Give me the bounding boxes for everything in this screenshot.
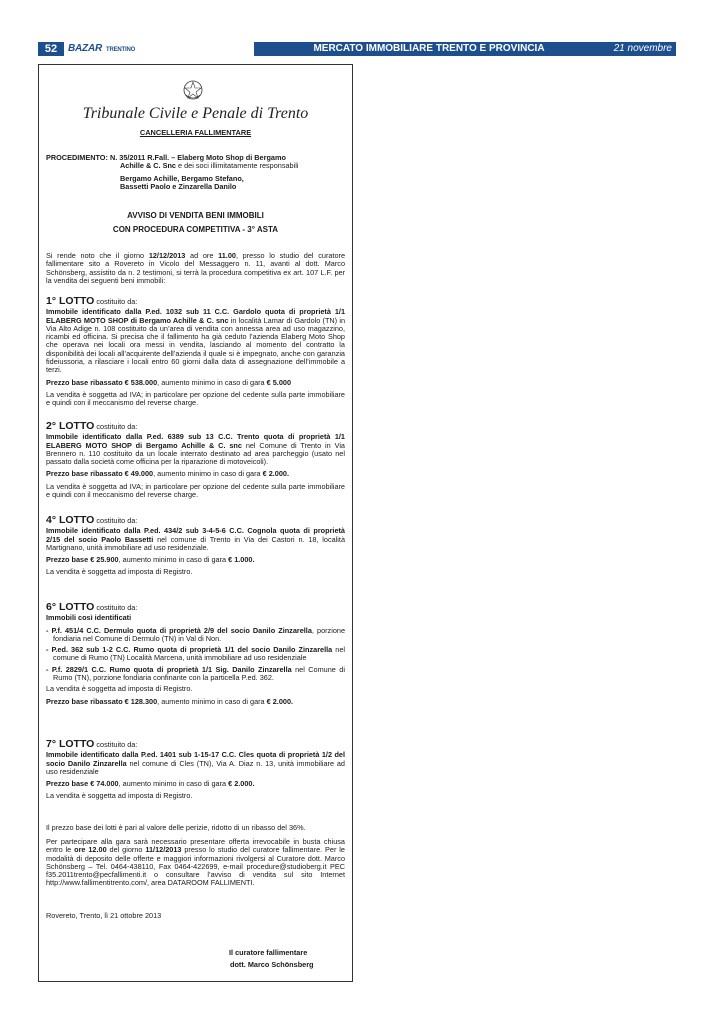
soci-line-2: Bassetti Paolo e Zinzarella Danilo: [120, 181, 237, 191]
legal-notice: [38, 64, 353, 982]
intro-a: Si rende noto che il giorno: [46, 251, 149, 260]
department-title: CANCELLERIA FALLIMENTARE: [139, 128, 252, 137]
lotto-2-title: 2° LOTTO: [46, 420, 95, 432]
lotto-2-price: Prezzo base ribassato € 49.000: [46, 469, 154, 479]
partecipare-time: ore 12.00: [74, 845, 107, 855]
lotto-6-title: 6° LOTTO: [46, 601, 95, 613]
avviso-line-2: CON PROCEDURA COMPETITIVA - 3° ASTA: [112, 225, 279, 234]
lotto-4-min: € 1.000.: [228, 555, 255, 565]
partecipare-a: Per partecipare alla gara sarà necessario presentare offerta irrevocabile in busta chiusa entro le: [46, 837, 345, 855]
intro-time: 11.00: [218, 251, 236, 260]
signature-line-2: dott. Marco Schönsberg: [230, 960, 314, 969]
lotto-6-min: € 2.000.: [266, 696, 294, 706]
lotto-6-bullet-1-bold: - P.f. 451/4 C.C. Dermulo quota di proprietà 2/9 del socio Danilo Zinzarella: [46, 625, 312, 635]
lotto-6-bullet-1-text: , porzione fondiaria nel Comune di Dermulo (TN) in Val di Non.: [53, 625, 346, 643]
lotto-2-bold: Immobile identificato dalla P.ed. 6389 sub 13 C.C. Trento quota di proprietà 1/1 ELABERG MOTO SHOP di Bergamo Achille & C. snc: [46, 432, 345, 450]
ribasso-paragraph: Il prezzo base dei lotti è pari al valore delle perizie, ridotto di un ribasso del 36%.: [46, 823, 306, 832]
brand-logo: [68, 42, 135, 56]
avviso-line-1: AVVISO DI VENDITA BENI IMMOBILI: [127, 211, 264, 220]
lotto-7-sub: costituito da:: [94, 740, 138, 749]
lotto-6-bullet-3-bold: - P.f. 2829/1 C.C. Rumo quota di proprietà 1/1 Sig. Danilo Zinzarella: [46, 664, 292, 674]
brand-name: BAZAR: [68, 43, 102, 54]
avviso-title: [46, 209, 345, 237]
lotto-1: [46, 297, 345, 408]
lotto-6-price-tail: , aumento minimo in caso di gara: [157, 696, 267, 706]
lotto-1-text: in località Lamar di Gardolo (TN) in Via Alto Adige n. 108 costituito da un’area di vendita con annessa area ad uso magazzino, ricambi ed officina. Si precisa che il fallimento ha già ceduto l’azienda Elaberg Moto Shop che operava nei locali ora messi in vendita, lasciando al momento del contratto la disponibilità dei locali all’acquirente dell’azienda il quale si è impegnato, anche con garanzia fideiussoria, a rilasciare i locali entro 60 giorni dalla data di assegnazione dell’immobile a terzi.: [46, 315, 346, 375]
emblem-icon: [182, 79, 204, 101]
lotto-7-price: Prezzo base € 74.000: [46, 779, 119, 789]
lotto-6-bullet-3-text: nel Comune di Rumo (TN), porzione fondiaria confinante con la particella P.ed. 362.: [53, 664, 345, 683]
procedimento-label: PROCEDIMENTO:: [46, 153, 108, 162]
lotto-2-iva: La vendita è soggetta ad IVA; in particolare per opzione del cedente sulla parte immobiliare e quindi con il meccanismo del reverse charge.: [46, 481, 345, 500]
lotto-7-price-tail: , aumento minimo in caso di gara: [118, 779, 229, 789]
lotto-1-price-tail: , aumento minimo in caso di gara: [157, 377, 267, 387]
page-number: 52: [38, 42, 64, 56]
lotto-4-text: nel comune di Trento in Via dei Castori n. 18, località Martignano, unità immobiliare ad uso residenziale.: [46, 534, 346, 552]
lotto-4-bold: Immobile identificato dalla P.ed. 434/2 sub 3-4-5-6 C.C. Cognola quota di proprietà 2/15 del socio Paolo Bassetti: [46, 526, 345, 544]
partecipare-date: 11/12/2013: [145, 845, 182, 855]
lotto-6-sub: costituito da:: [94, 603, 138, 612]
intro-b: ad ore: [185, 251, 219, 260]
signature-line-1: Il curatore fallimentare: [229, 948, 308, 957]
page-header: [38, 42, 676, 68]
lotto-4-reg: La vendita è soggetta ad imposta di Registro.: [46, 567, 193, 577]
lotto-4: [46, 516, 345, 577]
lotto-1-sub: costituito da:: [94, 297, 138, 306]
lotto-6: [46, 603, 345, 706]
intro-paragraph: [46, 252, 345, 285]
section-title: MERCATO IMMOBILIARE TRENTO E PROVINCIA: [254, 42, 604, 56]
lotto-6-reg: La vendita è soggetta ad imposta di Registro.: [46, 684, 193, 694]
lotto-7: [46, 740, 345, 801]
lotto-2-min: € 2.000.: [262, 469, 289, 479]
lotto-1-iva: La vendita è soggetta ad IVA; in particolare per opzione del cedente sulla parte immobiliare e quindi con il meccanismo del reverse charge.: [46, 389, 345, 408]
procedimento-ref2-tail: e dei soci illimitatamente responsabili: [175, 161, 299, 171]
lotto-1-price: Prezzo base ribassato € 538.000: [46, 377, 158, 387]
lotto-7-text: nel comune di Cles (TN), Via A. Diaz n. 13, unità immobiliare ad uso residenziale: [46, 758, 345, 776]
lotto-2: [46, 422, 345, 499]
lotto-6-bullet-2-text: nel comune di Rumo (TN) Località Marcena, unità immobiliare ad uso residenziale: [53, 645, 346, 663]
lotto-7-bold: Immobile identificato dalla P.ed. 1401 sub 1-15-17 C.C. Cles quota di proprietà 1/2 del socio Danilo Zinzarella: [46, 750, 345, 768]
lotto-6-price: Prezzo base ribassato € 128.300: [46, 696, 158, 706]
lotto-1-min: € 5.000: [266, 377, 292, 387]
lotto-4-price-tail: , aumento minimo in caso di gara: [118, 555, 229, 565]
lotto-6-head: Immobili così identificati: [46, 613, 132, 623]
lotto-4-price: Prezzo base € 25.900: [46, 555, 119, 565]
lotto-4-title: 4° LOTTO: [46, 514, 95, 526]
procedimento-ref: N. 35/2011 R.Fall. – Elaberg Moto Shop di Bergamo: [109, 153, 286, 162]
partecipare-b: del giorno: [106, 845, 146, 855]
lotto-7-reg: La vendita è soggetta ad imposta di Registro.: [46, 791, 193, 801]
soci-line-1: Bergamo Achille, Bergamo Stefano,: [120, 173, 244, 183]
lotto-6-bullet-2-bold: - P.ed. 362 sub 1-2 C.C. Rumo quota di proprietà 1/1 del socio Danilo Zinzarella: [46, 645, 333, 655]
lotto-7-title: 7° LOTTO: [46, 738, 95, 750]
lotto-7-min: € 2.000.: [228, 779, 255, 789]
lotto-2-text: nel Comune di Trento in Via Brennero n. 110 costituito da un locale interrato destinato ad area parcheggio (usato nel passato dalla società come officina per la riparazione di motoveicoli).: [46, 440, 345, 467]
issue-date: 21 novembre 2013: [604, 42, 676, 56]
brand-sub: TRENTINO: [106, 47, 136, 53]
lotto-2-sub: costituito da:: [94, 422, 138, 431]
intro-date: 12/12/2013: [148, 251, 186, 260]
procedimento-ref2: Achille & C. Snc: [120, 161, 176, 171]
lotto-4-sub: costituito da:: [94, 516, 138, 525]
partecipare-paragraph: [46, 838, 345, 888]
place-date: Rovereto, Trento, lì 21 ottobre 2013: [46, 911, 162, 920]
procedimento: [46, 154, 345, 191]
partecipare-c: presso lo studio del curatore fallimentare. Per le modalità di deposito delle offerte e maggiori informazioni rivolgersi al Curatore dott. Marco Schönsberg – Tel. 0464-438110, Fax 0464-422699, e-mail procedure@studioberg.it PEC f35.2011trento@pecfallimenti.it o consultare l’avviso di vendita sul sito Internet http://www.fallimentitrento.com/, area DATAROOM FALLIMENTI.: [46, 845, 345, 888]
lotto-1-bold: Immobile identificato dalla P.ed. 1032 sub 11 C.C. Gardolo quota di proprietà 1/1 ELABERG MOTO SHOP di Bergamo Achille & C. snc: [46, 307, 345, 325]
lotto-2-price-tail: , aumento minimo in caso di gara: [153, 469, 263, 479]
intro-c: , presso lo studio del curatore fallimentare sito a Rovereto in Vicolo del Messaggero n. 11, avanti al dott. Marco Schönsberg, assistito da n. 2 testimoni, si terrà la procedura competitiva ex art. 107 L.F. per la vendita dei seguenti beni immobili:: [46, 251, 346, 285]
court-title: Tribunale Civile e Penale di Trento: [82, 105, 309, 122]
lotto-1-title: 1° LOTTO: [46, 295, 95, 307]
